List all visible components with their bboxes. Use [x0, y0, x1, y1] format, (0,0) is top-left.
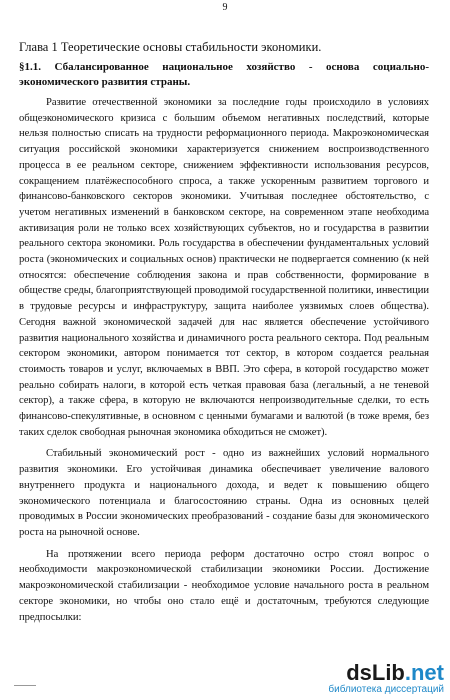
paragraph-2: Стабильный экономический рост - одно из важнейших условий нормального развития экономики. Его устойчивая динамика обеспечивает увеличение валового внутреннего продукта и национального дохода, и ведет к повышению общего экономического потенциала и благосостоянию страны. Одна из основных целей проводимых в России экономических преобразований - создание базы для экономического роста на рыночной основе. [19, 448, 429, 538]
watermark-subtitle: библиотека диссертаций [328, 684, 444, 695]
dslib-watermark [328, 662, 444, 696]
page-number: 9 [222, 2, 228, 13]
section-title: §1.1. Сбалансированное национальное хозяйство - основа социально-экономического развития страны. [19, 61, 429, 88]
chapter-title: Глава 1 Теоретические основы стабильности экономики. [19, 40, 322, 54]
dslib-logo [328, 662, 444, 684]
document-body [19, 40, 429, 631]
logo-accent-text: .net [404, 660, 444, 685]
paragraph-1: Развитие отечественной экономики за последние годы происходило в условиях общеэкономического кризиса с большим объемом негативных последствий, которые нельзя полностью списать на трудности реформационного периода. Макроэкономическая ситуация российской экономики характеризуется снижением воспроизводственного процесса в ее реальном секторе, снижением эффективности использования ресурсов, сокращением платёжеспособного спроса, а также ускоренным развитием торгового и финансово-банковского секторов экономики. Учитывая последнее обстоятельство, с учетом негативных изменений в банковском секторе, на современном этапе необходима активизация роли не только всех хозяйствующих субъектов, но и государства в развитии реального сектора экономики. Роль государства в обеспечении фундаментальных условий роста (экономических и социальных основ) практически не подвергается сомнению (к ней относятся: обеспечение соблюдения закона и прав собственности, формирование в обществе среды, благоприятствующей проводимой государственной политики, инвестиции в трудовые ресурсы и инфраструктуру, защита наиболее уязвимых слоев общества). Сегодня важной экономической задачей для нас является обеспечение устойчивого развития национального хозяйства и динамичного роста реального сектора. Под реальным сектором экономики, автором понимается тот сектор, в котором создается реальная стоимость товаров и услуг, включаемых в ВВП. Это сфера, в которой государство может реально собирать налоги, в которой есть четкая правовая база (легальный, а не теневой сектор), а также сфера, в которую не включаются непроизводительные сделки, то есть финансово-спекулятивные, в основном с ценными бумагами и валютой (в тоже время, без таких сделок свободная рыночная экономика обходиться не сможет). [19, 97, 429, 438]
scan-mark [14, 685, 36, 686]
paragraph-3: На протяжении всего периода реформ достаточно остро стоял вопрос о необходимости макроэкономической стабилизации экономики России. Достижение макроэкономической стабилизации - необходимое условие начального роста в реальном секторе экономики, но чтобы оно стало ещё и достаточным, требуются следующие предпосылки: [19, 548, 429, 623]
logo-main-text: dsLib [346, 660, 405, 685]
